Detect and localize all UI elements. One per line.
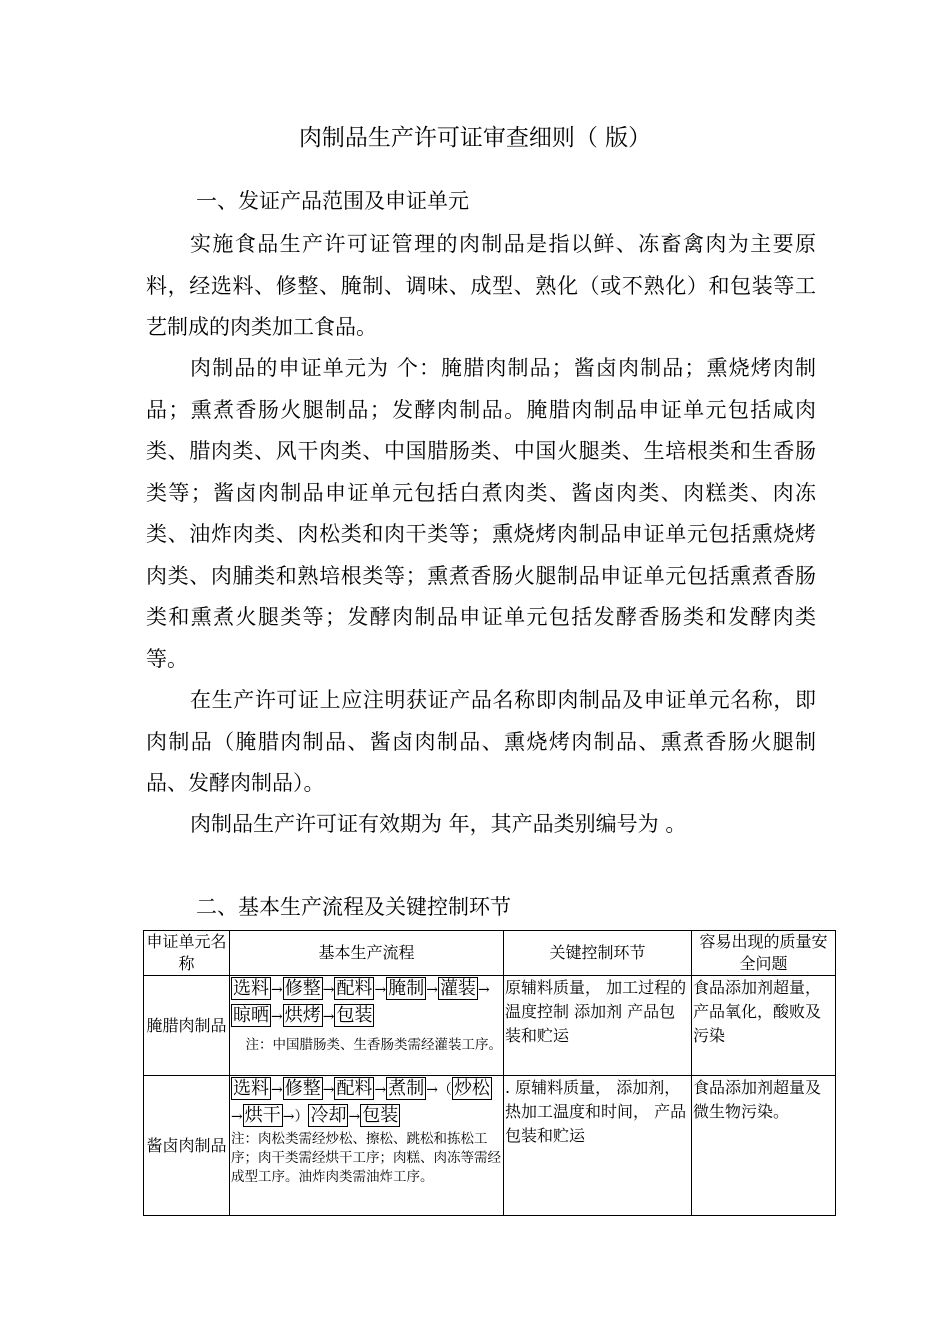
flow-cell bbox=[230, 976, 504, 1076]
step-box: 配料 bbox=[336, 978, 373, 999]
step-box: 晾晒 bbox=[233, 1005, 269, 1026]
arrow-right-icon: → bbox=[231, 1109, 243, 1125]
flow-note: 注：肉松类需经炒松、擦松、跳松和拣松工序；肉干类需经烘干工序；肉糕、肉冻等需经成型工序。油炸肉类需油炸工序。 bbox=[231, 1131, 501, 1185]
arrow-right-icon: → bbox=[271, 1009, 283, 1025]
step-box: 烘烤 bbox=[284, 1005, 321, 1026]
arrow-right-icon: → bbox=[271, 1082, 283, 1098]
arrow-right-icon: → bbox=[348, 1109, 361, 1125]
step-box: 包装 bbox=[336, 1005, 373, 1026]
step-box: 煮制 bbox=[388, 1078, 425, 1099]
unit-cell: 酱卤肉制品 bbox=[144, 1076, 230, 1216]
unit-cell: 腌腊肉制品 bbox=[144, 976, 230, 1076]
arrow-right-icon: → bbox=[374, 982, 387, 998]
header-key: 关键控制环节 bbox=[504, 931, 692, 976]
step-box: 腌制 bbox=[388, 978, 425, 999]
flow-steps bbox=[231, 976, 502, 1030]
arrow-right-icon: → bbox=[322, 1009, 335, 1025]
paragraph-validity: 肉制品生产许可证有效期为 年，其产品类别编号为 。 bbox=[190, 812, 687, 836]
issue-cell: 食品添加剂超量及微生物污染。 bbox=[692, 1076, 836, 1216]
step-box: 包装 bbox=[362, 1105, 399, 1126]
header-unit: 申证单元名称 bbox=[144, 931, 230, 976]
arrow-right-icon: → bbox=[322, 982, 335, 998]
step-box: 配料 bbox=[336, 1078, 373, 1099]
step-box: 选料 bbox=[233, 1078, 269, 1099]
step-box: 炒松 bbox=[453, 1078, 490, 1099]
arrow-right-icon: → bbox=[322, 1082, 335, 1098]
paragraph-scope: 实施食品生产许可证管理的肉制品是指以鲜、冻畜禽肉为主要原料，经选料、修整、腌制、调味、成型、熟化（或不熟化）和包装等工艺制成的肉类加工食品。 bbox=[146, 232, 816, 339]
arrow-right-icon: → bbox=[477, 982, 490, 998]
table-row bbox=[144, 976, 836, 1076]
step-box: 修整 bbox=[284, 1078, 321, 1099]
step-box: 修整 bbox=[284, 978, 321, 999]
key-control-cell: . 原辅料质量， 添加剂， 热加工温度和时间， 产品包装和贮运 bbox=[504, 1076, 692, 1216]
section1-heading: 一、发证产品范围及申证单元 bbox=[196, 189, 469, 213]
step-box: 烘干 bbox=[244, 1105, 281, 1126]
table-header-row bbox=[144, 931, 836, 976]
step-box: 选料 bbox=[233, 978, 269, 999]
header-issue: 容易出现的质量安全问题 bbox=[692, 931, 836, 976]
header-flow: 基本生产流程 bbox=[230, 931, 504, 976]
step-box: 灌装 bbox=[439, 978, 476, 999]
table-row bbox=[144, 1076, 836, 1216]
flow-steps bbox=[231, 1076, 502, 1130]
key-control-cell: 原辅料质量， 加工过程的温度控制 添加剂 产品包装和贮运 bbox=[504, 976, 692, 1076]
flow-cell bbox=[230, 1076, 504, 1216]
flow-note: 注：中国腊肠类、生香肠类需经灌装工序。 bbox=[245, 1037, 502, 1053]
step-box: 冷却 bbox=[310, 1105, 347, 1126]
arrow-right-icon: → bbox=[426, 982, 438, 998]
arrow-right-icon: → bbox=[374, 1082, 387, 1098]
arrow-right-icon: → bbox=[271, 982, 283, 998]
arrow-right-icon: →（ bbox=[426, 1082, 452, 1098]
arrow-right-icon: →） bbox=[282, 1109, 309, 1125]
paragraph-units: 肉制品的申证单元为 个：腌腊肉制品；酱卤肉制品；熏烧烤肉制品；熏煮香肠火腿制品；发酵肉制品。腌腊肉制品申证单元包括咸肉类、腊肉类、风干肉类、中国腊肠类、中国火腿类、生培根类和生香肠类等；酱卤肉制品申证单元包括白煮肉类、酱卤肉类、肉糕类、肉冻类、油炸肉类、肉松类和肉干类等；熏烧烤肉制品申证单元包括熏烧烤肉类、肉脯类和熟培根类等；熏煮香肠火腿制品申证单元包括熏煮香肠类和熏煮火腿类等；发酵肉制品申证单元包括发酵香肠类和发酵肉类等。 bbox=[146, 356, 816, 671]
issue-cell: 食品添加剂超量，产品氧化，酸败及污染 bbox=[692, 976, 836, 1076]
page-title: 肉制品生产许可证审查细则（ 版） bbox=[298, 125, 652, 151]
section2-heading: 二、基本生产流程及关键控制环节 bbox=[196, 895, 511, 919]
process-table bbox=[143, 930, 836, 1216]
paragraph-license-naming: 在生产许可证上应注明获证产品名称即肉制品及申证单元名称，即肉制品（腌腊肉制品、酱卤肉制品、熏烧烤肉制品、熏煮香肠火腿制品、发酵肉制品）。 bbox=[146, 688, 816, 795]
